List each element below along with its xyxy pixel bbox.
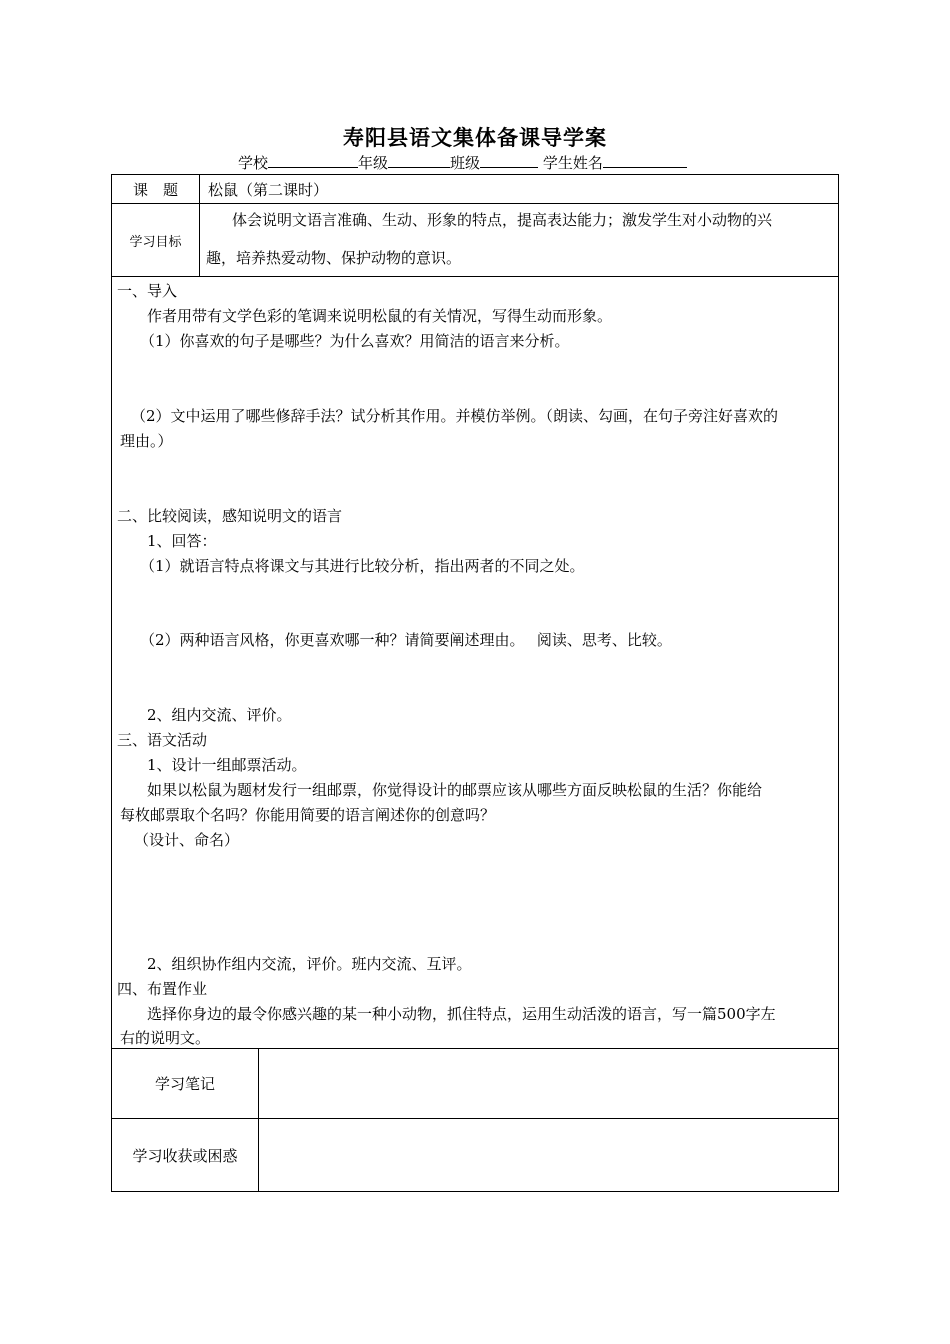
s2-line-2: （1）就语言特点将课文与其进行比较分析，指出两者的不同之处。 — [140, 557, 585, 575]
s4-line-2: 右的说明文。 — [120, 1029, 211, 1047]
section-3-title: 三、语文活动 — [117, 731, 208, 749]
topic-label-cell — [112, 175, 200, 203]
student-name-label: 学生姓名 — [542, 154, 603, 172]
s3-line-2: 如果以松鼠为题材发行一组邮票，你觉得设计的邮票应该从哪些方面反映松鼠的生活？你能给 — [147, 781, 763, 799]
section-4-title: 四、布置作业 — [117, 980, 208, 998]
student-info-line — [238, 152, 687, 173]
class-label: 班级 — [450, 154, 481, 172]
s1-line-3: （2）文中运用了哪些修辞手法？试分析其作用。并模仿举例。（朗读、勾画，在句子旁注好喜欢的 — [131, 407, 779, 425]
notes-input-area[interactable] — [259, 1049, 838, 1118]
goal-value-cell — [200, 204, 838, 276]
class-blank[interactable] — [480, 153, 538, 168]
page-title: 寿阳县语文集体备课导学案 — [343, 125, 607, 150]
gains-label: 学习收获或困惑 — [132, 1146, 238, 1165]
s2-line-1: 1、回答： — [147, 532, 217, 550]
s1-line-2: （1）你喜欢的句子是哪些？为什么喜欢？用简洁的语言来分析。 — [140, 332, 570, 350]
goal-row — [112, 204, 838, 277]
lesson-plan-table — [111, 174, 839, 1192]
section-2-title: 二、比较阅读，感知说明文的语言 — [117, 507, 343, 525]
school-label: 学校 — [238, 154, 269, 172]
topic-label: 课 题 — [132, 180, 178, 199]
s4-line-1: 选择你身边的最令你感兴趣的某一种小动物，抓住特点，运用生动活泼的语言，写一篇500字左 — [147, 1005, 776, 1023]
s3-line-3: 每枚邮票取个名吗？你能用简要的语言阐述你的创意吗？ — [120, 806, 496, 824]
gains-row — [112, 1119, 838, 1191]
s2-line-3: （2）两种语言风格，你更喜欢哪一种？请简要阐述理由。 阅读、思考、比较。 — [140, 631, 672, 649]
goal-label-cell — [112, 204, 200, 276]
gains-label-cell — [112, 1119, 259, 1191]
goal-line-2: 趣，培养热爱动物、保护动物的意识。 — [206, 249, 462, 267]
goal-line-1: 体会说明文语言准确、生动、形象的特点，提高表达能力；激发学生对小动物的兴 — [232, 211, 773, 229]
notes-row — [112, 1049, 838, 1119]
s1-line-4: 理由。） — [120, 432, 173, 450]
goal-label: 学习目标 — [129, 234, 182, 250]
grade-blank[interactable] — [388, 153, 450, 168]
topic-value-cell — [200, 175, 838, 203]
s1-line-1: 作者用带有文学色彩的笔调来说明松鼠的有关情况，写得生动而形象。 — [147, 307, 613, 325]
s2-line-4: 2、组内交流、评价。 — [147, 706, 292, 724]
student-name-blank[interactable] — [603, 153, 687, 168]
grade-label: 年级 — [358, 154, 389, 172]
notes-label-cell — [112, 1049, 259, 1118]
section-1-title: 一、导入 — [117, 282, 178, 300]
topic-value: 松鼠（第二课时） — [208, 181, 329, 199]
notes-label: 学习笔记 — [154, 1075, 215, 1093]
school-blank[interactable] — [268, 153, 358, 168]
s3-line-4: （设计、命名） — [134, 831, 240, 849]
s3-line-1: 1、设计一组邮票活动。 — [147, 756, 307, 774]
topic-row — [112, 175, 838, 204]
s3-line-5: 2、组织协作组内交流，评价。班内交流、互评。 — [147, 955, 472, 973]
gains-input-area[interactable] — [259, 1119, 838, 1191]
content-row — [112, 277, 838, 1049]
